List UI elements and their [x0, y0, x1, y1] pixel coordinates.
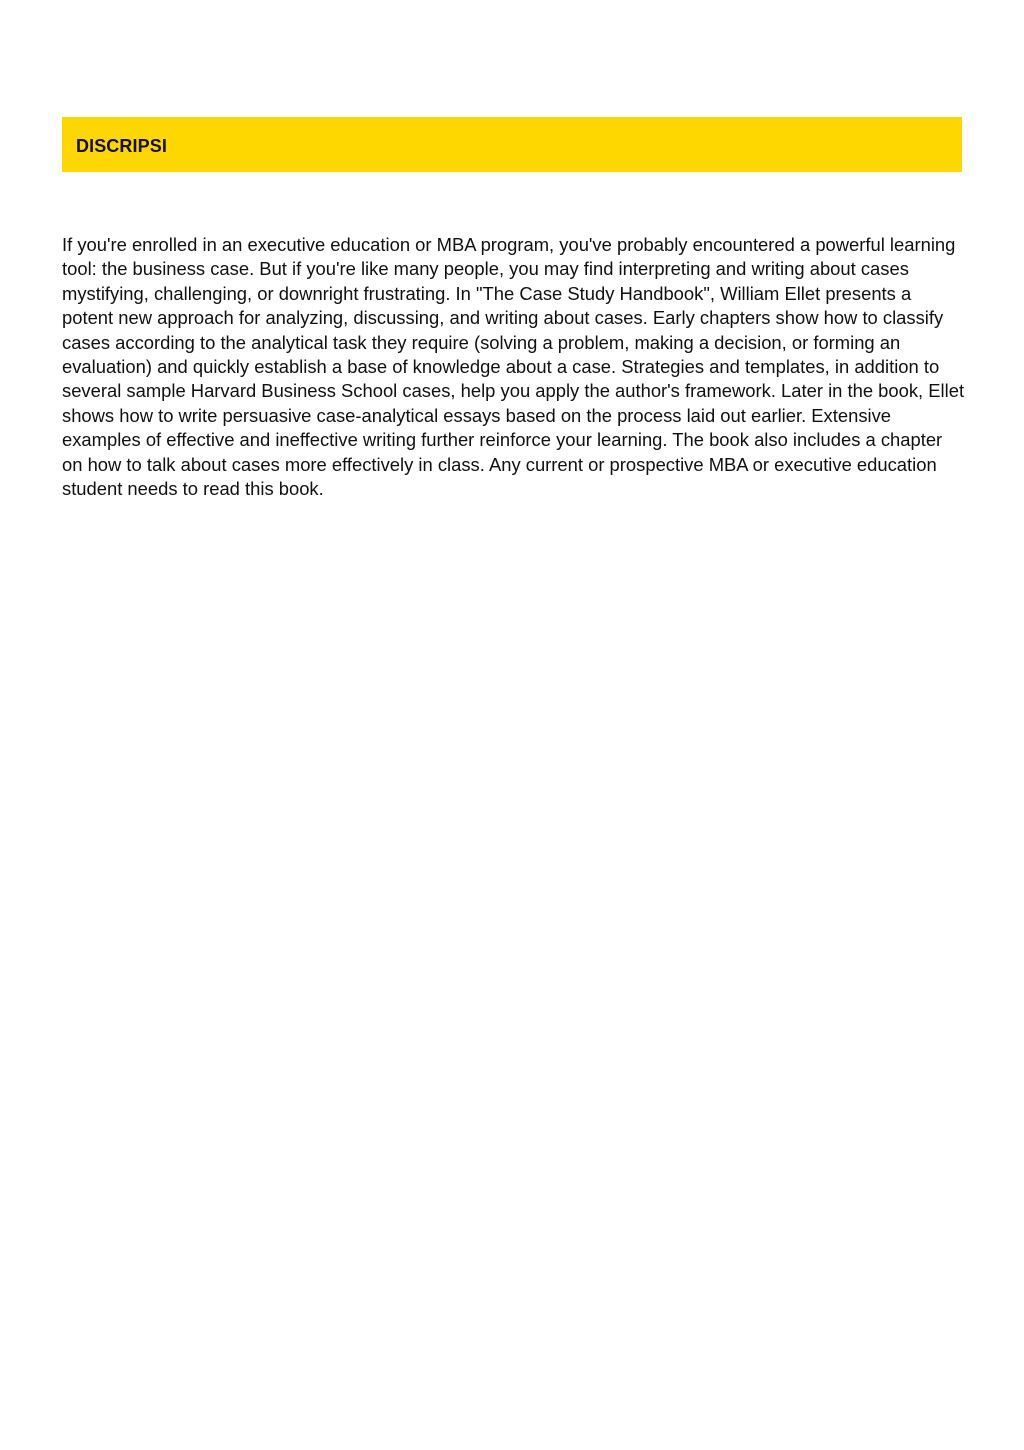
section-header-bar	[62, 117, 962, 172]
description-paragraph: If you're enrolled in an executive education or MBA program, you've probably encountered a powerful learning tool: the business case. But if you're like many people, you may find interpreting and writing about cases mystifying, challenging, or downright frustrating. In "The Case Study Handbook", William Ellet presents a potent new approach for analyzing, discussing, and writing about cases. Early chapters show how to classify cases according to the analytical task they require (solving a problem, making a decision, or forming an evaluation) and quickly establish a base of knowledge about a case. Strategies and templates, in addition to several sample Harvard Business School cases, help you apply the author's framework. Later in the book, Ellet shows how to write persuasive case-analytical essays based on the process laid out earlier. Extensive examples of effective and ineffective writing further reinforce your learning. The book also includes a chapter on how to talk about cases more effectively in class. Any current or prospective MBA or executive education student needs to read this book.	[62, 234, 965, 500]
section-title: DISCRIPSI	[76, 136, 167, 156]
